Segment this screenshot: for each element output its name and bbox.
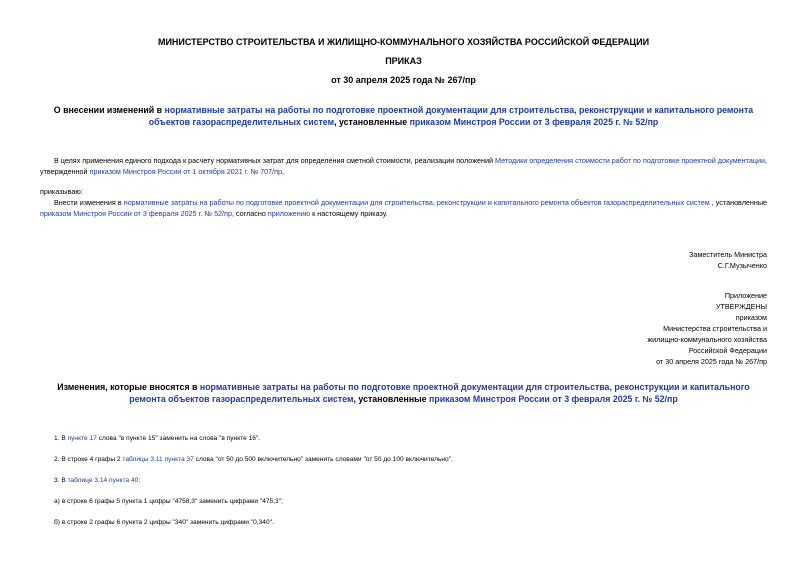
item1-text: 1. В <box>54 435 68 442</box>
appendix-line: жилищно-коммунального хозяйства <box>647 335 767 344</box>
changes-text-1: Изменения, которые вносятся в <box>57 382 200 392</box>
doc-date-number: от 30 апреля 2025 года № 267/пр <box>331 75 476 85</box>
doc-title <box>50 104 757 128</box>
doc-type: ПРИКАЗ <box>385 56 422 66</box>
preamble-text-3: , <box>282 167 285 176</box>
appendix-line: от 30 апреля 2025 года № 267/пр <box>656 357 767 366</box>
link-norms-body[interactable]: нормативные затраты на работы по подготовке проектной документации для строительства, реконструкции и капитального ремонта объектов газораспределительных систем <box>123 198 710 207</box>
change-item-1 <box>54 432 260 445</box>
link-order-52-body[interactable]: приказом Минстроя России от 3 февраля 2025 г. № 52/пр <box>40 209 232 218</box>
link-methodology[interactable]: Методики определения стоимости работ по подготовке проектной документации <box>495 156 765 165</box>
changes-heading <box>50 381 757 405</box>
item3-text-2: : <box>138 477 141 484</box>
signature-position: Заместитель Министра <box>689 250 767 259</box>
title-text-1: О внесении изменений в <box>53 105 165 115</box>
signature-name: С.Г.Музыченко <box>717 261 767 270</box>
order-text-2: , установленные <box>709 198 768 207</box>
signature-block <box>689 249 767 271</box>
order-text-1: Внести изменения в <box>54 198 124 207</box>
preamble-text-1: В целях применения единого подхода к расчету нормативных затрат для определения сметной стоимости, реализации положений <box>54 156 496 165</box>
title-link-norms[interactable]: нормативные затраты на работы по подготовке проектной документации для строительства, реконструкции и капитального ремонта объектов газораспределительных систем <box>148 105 754 127</box>
item2-text-2: слова "от 50 до 500 включительно" заменить словами "от 50 до 100 включительно". <box>193 456 453 463</box>
ministry-heading: МИНИСТЕРСТВО СТРОИТЕЛЬСТВА И ЖИЛИЩНО-КОММУНАЛЬНОГО ХОЗЯЙСТВА РОССИЙСКОЙ ФЕДЕРАЦИИ <box>157 37 650 47</box>
changes-link-norms[interactable]: нормативные затраты на работы по подготовке проектной документации для строительства, реконструкции и капитального ремонта объектов газораспределительных систем <box>129 382 750 404</box>
title-link-order-52[interactable]: приказом Минстроя России от 3 февраля 2025 г. № 52/пр <box>409 117 659 127</box>
link-point-37[interactable]: пункта 37 <box>164 456 194 463</box>
order-text-4: к настоящему приказу. <box>310 209 388 218</box>
item2-text: 2. В строке 4 графы 2 <box>54 456 123 463</box>
appendix-block <box>647 290 767 367</box>
paragraph-order <box>40 197 767 219</box>
change-item-b: б) в строке 2 графы 6 пункта 2 цифры "340" заменить цифрами "0,340". <box>54 519 274 526</box>
link-appendix[interactable]: приложению <box>267 209 311 218</box>
item1-text-2: слова "в пункте 15" заменить на слова "в пункте 16". <box>96 435 261 442</box>
change-item-a: а) в строке 6 графы 5 пункта 1 цифры "4758,3" заменить цифрами "475,3"; <box>54 498 283 505</box>
changes-link-order-52[interactable]: приказом Минстроя России от 3 февраля 2025 г. № 52/пр <box>429 394 678 404</box>
appendix-line: Приложение <box>724 291 767 300</box>
link-table-3-11[interactable]: таблицы 3.11 <box>122 456 163 463</box>
orders-word: приказываю: <box>40 187 83 196</box>
change-item-2 <box>54 453 453 466</box>
change-item-3 <box>54 474 140 487</box>
link-order-707[interactable]: приказом Минстроя России от 1 октября 2021 г. № 707/пр <box>89 167 283 176</box>
order-text-3: , согласно <box>231 209 268 218</box>
item3-text: 3. В <box>54 477 68 484</box>
appendix-line: Российской Федерации <box>688 346 767 355</box>
appendix-line: УТВЕРЖДЕНЫ <box>715 302 767 311</box>
appendix-line: Министерства строительства и <box>663 324 767 333</box>
link-point-17[interactable]: пункте 17 <box>67 435 97 442</box>
paragraph-preamble <box>40 155 767 177</box>
appendix-line: приказом <box>735 313 767 322</box>
preamble-text-2: , утвержденной <box>40 156 767 176</box>
title-text-2: , установленные <box>334 117 410 127</box>
changes-text-2: , установленные <box>353 394 430 404</box>
link-table-3-14[interactable]: таблице 3.14 пункта 40 <box>67 477 139 484</box>
